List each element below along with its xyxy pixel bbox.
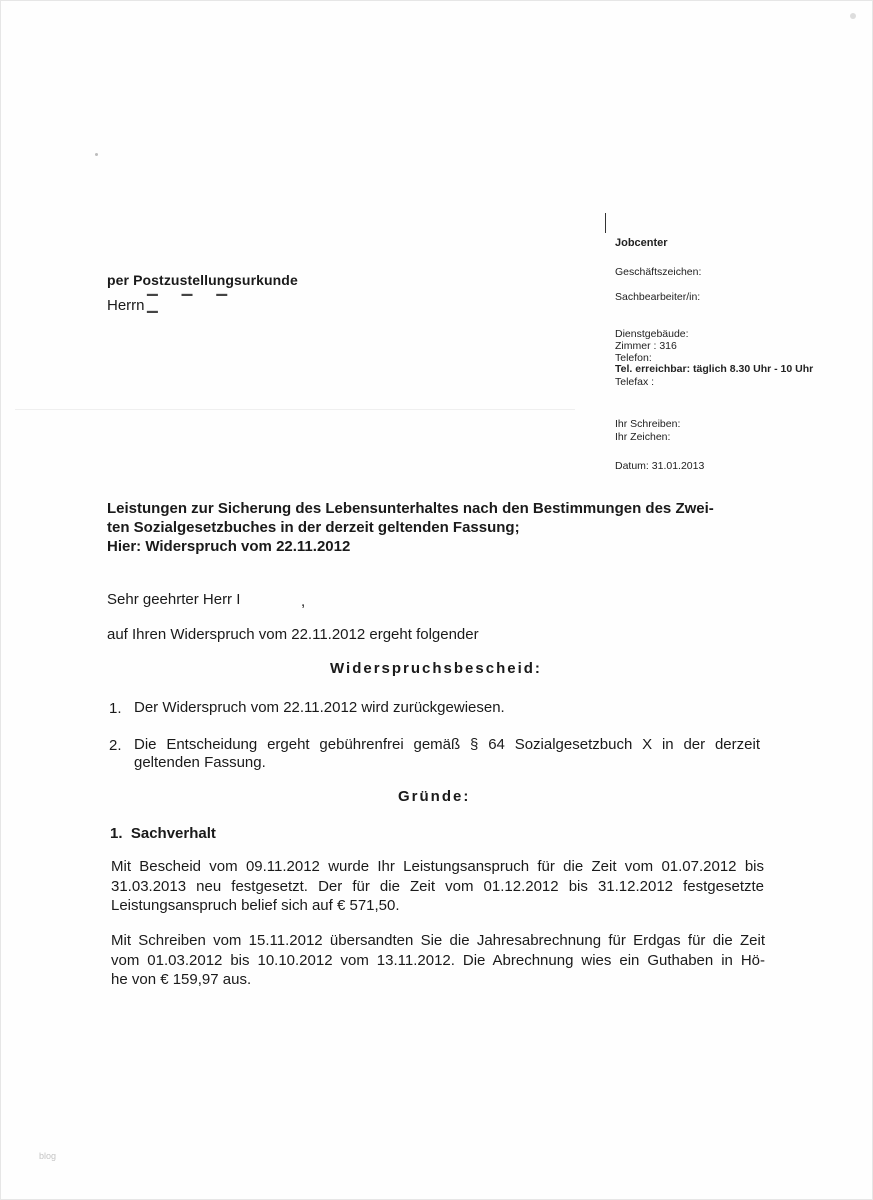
paragraph-line: Leistungsanspruch belief sich auf € 571,50. — [111, 897, 400, 914]
subject-block — [107, 499, 767, 556]
subject-line-1: Leistungen zur Sicherung des Lebensunterhaltes nach den Bestimmungen des Zwei- — [107, 500, 714, 517]
paragraph-line: Mit Bescheid vom 09.11.2012 wurde Ihr Leistungsanspruch für die Zeit vom 01.07.2012 bis — [111, 858, 764, 875]
subject-line-2: ten Sozialgesetzbuches in der derzeit geltenden Fassung; — [107, 519, 520, 536]
ruling-text: Der Widerspruch vom 22.11.2012 wird zurückgewiesen. — [134, 699, 505, 716]
paragraph-line: 31.03.2013 neu festgesetzt. Der für die Zeit vom 01.12.2012 bis 31.12.2012 festgesetzte — [111, 877, 764, 895]
margin-mark — [605, 213, 606, 233]
paragraph-line: Mit Schreiben vom 15.11.2012 übersandten Sie die Jahresabrechnung für Erdgas für die Zeit — [111, 932, 765, 949]
your-reference-label: Ihr Zeichen: — [615, 431, 671, 443]
letter-date: Datum: 31.01.2013 — [615, 460, 705, 472]
section-title: 1. Sachverhalt — [110, 825, 216, 842]
scan-speck — [95, 153, 98, 156]
intro-sentence: auf Ihren Widerspruch vom 22.11.2012 ergeht folgender — [107, 626, 479, 643]
subject-line-3: Hier: Widerspruch vom 22.11.2012 — [107, 538, 351, 555]
redacted-name-fragment: ▔ ▔ ▔ ▔ — [147, 294, 238, 327]
reference-label: Geschäftszeichen: — [615, 266, 702, 278]
scan-fold-line — [15, 409, 575, 410]
fax-label: Telefax : — [615, 376, 655, 388]
ruling-number: 1. — [109, 700, 122, 717]
greeting: Sehr geehrter Herr I — [107, 591, 241, 608]
ruling-text-continued: geltenden Fassung. — [134, 754, 266, 771]
caseworker-label: Sachbearbeiter/in: — [615, 291, 701, 303]
watermark: blog — [39, 1151, 57, 1161]
phone-label: Telefon: — [615, 352, 652, 364]
building-label: Dienstgebäude: — [615, 328, 689, 340]
reasons-heading: Gründe: — [398, 788, 471, 805]
sender-office: Jobcenter — [615, 237, 668, 249]
ruling-number: 2. — [109, 737, 122, 754]
paragraph-facts-2 — [111, 931, 765, 990]
delivery-note: per Postzustellungsurkunde — [107, 272, 298, 288]
ruling-text: Die Entscheidung ergeht gebührenfrei gemäß § 64 Sozialgesetzbuch X in der derzeit — [134, 736, 760, 753]
your-letter-label: Ihr Schreiben: — [615, 418, 681, 430]
paragraph-line: vom 01.03.2012 bis 10.10.2012 vom 13.11.2012. Die Abrechnung wies ein Guthaben in Hö- — [111, 951, 765, 969]
office-hours: Tel. erreichbar: täglich 8.30 Uhr - 10 Uhr — [615, 363, 814, 375]
decision-heading: Widerspruchsbescheid: — [330, 660, 542, 677]
paragraph-facts-1 — [111, 857, 764, 916]
room-number: Zimmer : 316 — [615, 340, 677, 352]
recipient-salutation: Herrn — [107, 297, 145, 314]
paragraph-line: he von € 159,97 aus. — [111, 971, 252, 988]
greeting-comma: , — [301, 593, 306, 610]
scan-speck — [850, 13, 856, 19]
